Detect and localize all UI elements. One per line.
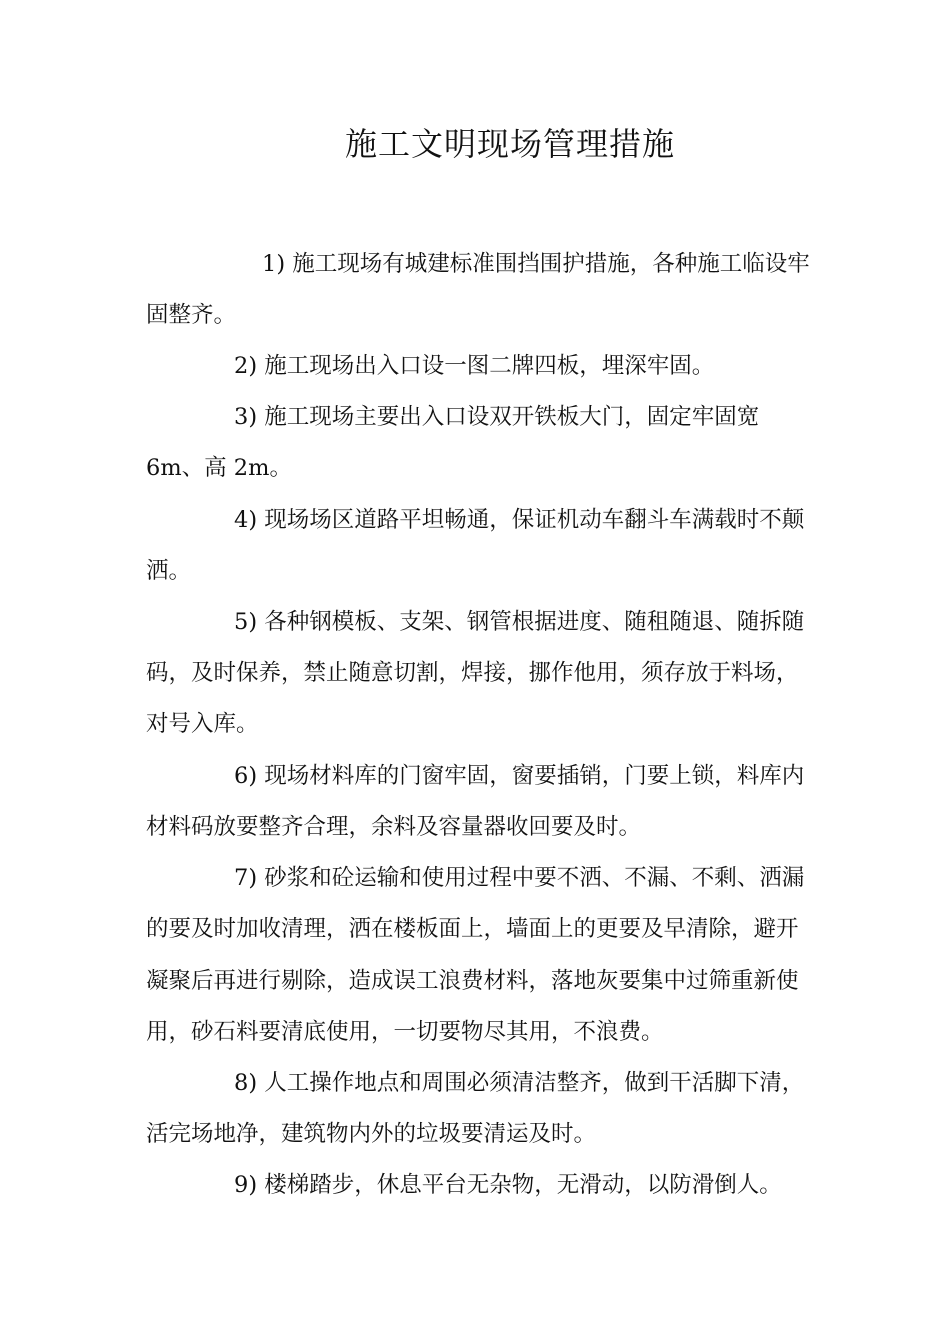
item-7-line-4: 用，砂石料要清底使用，一切要物尽其用，不浪费。 (146, 1019, 664, 1045)
item-1-line-2: 固整齐。 (146, 302, 237, 328)
item-3-line-2: 6m、高 2m。 (146, 455, 292, 481)
item-8-line-1: 8) 人工操作地点和周围必须清洁整齐，做到干活脚下清， (234, 1070, 805, 1096)
item-6-line-2: 材料码放要整齐合理，余料及容量器收回要及时。 (146, 814, 642, 840)
item-8-line-2: 活完场地净，建筑物内外的垃圾要清运及时。 (146, 1121, 597, 1147)
item-2-line-1: 2) 施工现场出入口设一图二牌四板，埋深牢固。 (234, 353, 715, 379)
item-4-line-2: 洒。 (146, 558, 192, 584)
item-4-line-1: 4) 现场场区道路平坦畅通，保证机动车翻斗车满载时不颠 (234, 507, 805, 533)
item-7-line-2: 的要及时加收清理，洒在楼板面上，墙面上的更要及早清除，避开 (146, 916, 799, 942)
item-6-line-1: 6) 现场材料库的门窗牢固，窗要插销，门要上锁，料库内 (234, 763, 805, 789)
item-7-line-3: 凝聚后再进行剔除，造成误工浪费材料，落地灰要集中过筛重新使 (146, 968, 799, 994)
document-title: 施工文明现场管理措施 (344, 125, 675, 163)
item-5-line-3: 对号入库。 (146, 711, 259, 737)
item-5-line-2: 码，及时保养，禁止随意切割，焊接，挪作他用，须存放于料场， (146, 660, 799, 686)
item-1-line-1: 1) 施工现场有城建标准围挡围护措施，各种施工临设牢 (262, 251, 810, 277)
item-5-line-1: 5) 各种钢模板、支架、钢管根据进度、随租随退、随拆随 (234, 609, 805, 635)
item-7-line-1: 7) 砂浆和砼运输和使用过程中要不洒、不漏、不剩、洒漏 (234, 865, 805, 891)
item-3-line-1: 3) 施工现场主要出入口设双开铁板大门，固定牢固宽 (234, 404, 760, 430)
item-9-line-1: 9) 楼梯踏步，休息平台无杂物，无滑动，以防滑倒人。 (234, 1172, 782, 1198)
